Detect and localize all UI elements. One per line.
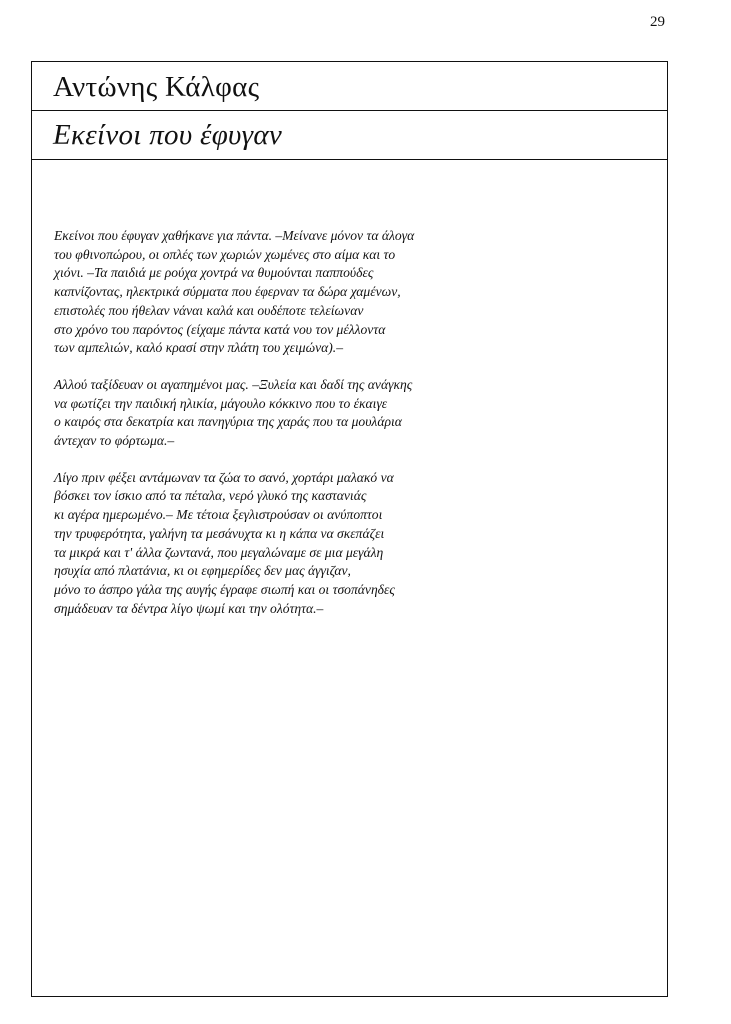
poem-frame [31,61,668,997]
poem-line: μόνο το άσπρο γάλα της αυγής έγραφε σιωπή και οι τσοπάνηδες [54,581,395,597]
author-name: Αντώνης Κάλφας [53,71,260,103]
poem-title: Εκείνοι που έφυγαν [53,119,283,151]
poem-line: τα μικρά και τ' άλλα ζωντανά, που μεγαλώναμε σε μια μεγάλη [54,544,384,560]
author-row [32,62,667,111]
poem-line: στο χρόνο του παρόντος (είχαμε πάντα κατά νου τον μέλλοντα [54,321,386,337]
poem-line: ησυχία από πλατάνια, κι οι εφημερίδες δεν μας άγγιζαν, [54,563,351,579]
poem-line: Λίγο πριν φέξει αντάμωναν τα ζώα το σανό, χορτάρι μαλακό να [54,469,394,485]
poem-line: σημάδευαν τα δέντρα λίγο ψωμί και την ολότητα.– [54,600,324,616]
stanza-1 [54,227,654,358]
stanza-2 [54,376,654,451]
poem-line: την τρυφερότητα, γαλήνη τα μεσάνυχτα κι η κάπα να σκεπάζει [54,525,385,541]
poem-line: Εκείνοι που έφυγαν χαθήκανε για πάντα. –Μείνανε μόνον τα άλογα [54,228,415,243]
poem-line: Αλλού ταξίδευαν οι αγαπημένοι μας. –Ξυλεία και δαδί της ανάγκης [54,376,413,392]
poem-line: των αμπελιών, καλό κρασί στην πλάτη του χειμώνα).– [54,340,344,356]
title-row [32,111,667,160]
poem-line: βόσκει τον ίσκιο από τα πέταλα, νερό γλυκό της καστανιάς [54,488,367,504]
poem-line: άντεχαν το φόρτωμα.– [54,433,175,449]
poem-line: καπνίζοντας, ηλεκτρικά σύρματα που έφερναν τα δώρα χαμένων, [54,284,401,300]
poem-line: επιστολές που ήθελαν νάναι καλά και ουδέποτε τελείωναν [54,302,364,318]
poem-line: να φωτίζει την παιδική ηλικία, μάγουλο κόκκινο που το έκαιγε [54,395,388,411]
poem-body [54,227,654,636]
poem-line: κι αγέρα ημερωμένο.– Με τέτοια ξεγλιστρούσαν οι ανύποπτοι [54,507,383,523]
stanza-3 [54,469,654,619]
poem-line: του φθινοπώρου, οι οπλές των χωριών χωμένες στο αίμα και το [54,246,396,262]
poem-line: ο καιρός στα δεκατρία και πανηγύρια της χαράς που τα μουλάρια [54,414,402,430]
poem-line: χιόνι. –Τα παιδιά με ρούχα χοντρά να θυμούνται παππούδες [54,265,374,281]
page-number: 29 [650,14,665,30]
